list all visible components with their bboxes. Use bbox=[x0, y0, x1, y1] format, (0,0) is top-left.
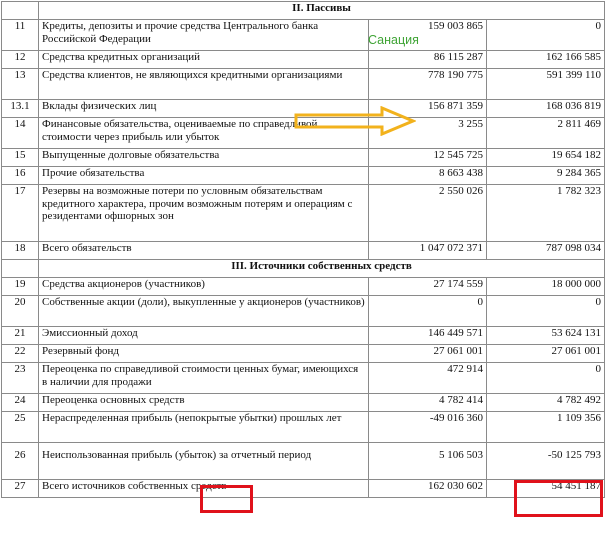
table-row bbox=[2, 443, 605, 480]
row-label: Средства клиентов, не являющихся кредитными организациями bbox=[39, 69, 369, 100]
row-number: 27 bbox=[2, 480, 39, 498]
row-label: Вклады физических лиц bbox=[39, 100, 369, 118]
row-label: Эмиссионный доход bbox=[39, 327, 369, 345]
value-current: 2 550 026 bbox=[369, 185, 487, 242]
row-label: Резервы на возможные потери по условным обязательствам кредитного характера, прочим возможным потерям и операциям с резидентами офшорных зон bbox=[39, 185, 369, 242]
highlight-arrow-icon bbox=[294, 106, 416, 136]
table-row bbox=[2, 167, 605, 185]
row-label: Средства акционеров (участников) bbox=[39, 278, 369, 296]
value-previous: 162 166 585 bbox=[487, 51, 605, 69]
row-number: 21 bbox=[2, 327, 39, 345]
value-previous: 591 399 110 bbox=[487, 69, 605, 100]
row-number: 14 bbox=[2, 118, 39, 149]
row-label: Нераспределенная прибыль (непокрытые убытки) прошлых лет bbox=[39, 412, 369, 443]
value-previous: 54 451 187 bbox=[487, 480, 605, 498]
value-current: 4 782 414 bbox=[369, 394, 487, 412]
row-number: 18 bbox=[2, 242, 39, 260]
section-title-liabilities: II. Пассивы bbox=[39, 2, 605, 20]
row-number: 22 bbox=[2, 345, 39, 363]
value-previous: 0 bbox=[487, 363, 605, 394]
table-row bbox=[2, 412, 605, 443]
row-number: 16 bbox=[2, 167, 39, 185]
value-previous: 1 782 323 bbox=[487, 185, 605, 242]
value-current: 3 255 bbox=[369, 118, 487, 149]
value-current: 162 030 602 bbox=[369, 480, 487, 498]
value-current: 778 190 775 bbox=[369, 69, 487, 100]
row-label: Выпущенные долговые обязательства bbox=[39, 149, 369, 167]
value-previous: 9 284 365 bbox=[487, 167, 605, 185]
table-row bbox=[2, 69, 605, 100]
table-row bbox=[2, 363, 605, 394]
value-current: 8 663 438 bbox=[369, 167, 487, 185]
row-label: Прочие обязательства bbox=[39, 167, 369, 185]
balance-sheet-table bbox=[1, 1, 605, 498]
value-current: -49 016 360 bbox=[369, 412, 487, 443]
row-label: Переоценка основных средств bbox=[39, 394, 369, 412]
table-row bbox=[2, 278, 605, 296]
value-current: 159 003 865 bbox=[369, 20, 487, 51]
row-number: 26 bbox=[2, 443, 39, 480]
row-number: 15 bbox=[2, 149, 39, 167]
section-title-equity: III. Источники собственных средств bbox=[39, 260, 605, 278]
value-current: 1 047 072 371 bbox=[369, 242, 487, 260]
loss-value-highlight-box bbox=[514, 480, 603, 517]
section-header-row bbox=[2, 260, 605, 278]
value-current: 0 bbox=[369, 296, 487, 327]
row-number: 17 bbox=[2, 185, 39, 242]
value-current: 146 449 571 bbox=[369, 327, 487, 345]
value-current: 27 174 559 bbox=[369, 278, 487, 296]
section-header-row bbox=[2, 2, 605, 20]
row-number: 13.1 bbox=[2, 100, 39, 118]
table-row bbox=[2, 20, 605, 51]
value-previous: 1 109 356 bbox=[487, 412, 605, 443]
row-number: 13 bbox=[2, 69, 39, 100]
row-number: 25 bbox=[2, 412, 39, 443]
row-label: Кредиты, депозиты и прочие средства Центрального банка Российской Федерации bbox=[39, 20, 369, 51]
value-current: 27 061 001 bbox=[369, 345, 487, 363]
value-previous: 0 bbox=[487, 296, 605, 327]
table-row bbox=[2, 242, 605, 260]
value-previous: 53 624 131 bbox=[487, 327, 605, 345]
value-previous: 19 654 182 bbox=[487, 149, 605, 167]
row-label: Средства кредитных организаций bbox=[39, 51, 369, 69]
value-previous: 168 036 819 bbox=[487, 100, 605, 118]
table-row bbox=[2, 149, 605, 167]
value-previous: -50 125 793 bbox=[487, 443, 605, 480]
row-label: Неиспользованная прибыль (убыток) за отчетный период bbox=[39, 443, 369, 480]
table-row bbox=[2, 394, 605, 412]
sanacia-note: Санация bbox=[368, 33, 419, 47]
table-row bbox=[2, 327, 605, 345]
value-previous: 787 098 034 bbox=[487, 242, 605, 260]
table-row bbox=[2, 51, 605, 69]
row-number: 23 bbox=[2, 363, 39, 394]
value-previous: 27 061 001 bbox=[487, 345, 605, 363]
row-number: 11 bbox=[2, 20, 39, 51]
row-number: 19 bbox=[2, 278, 39, 296]
value-previous: 0 bbox=[487, 20, 605, 51]
loss-word-highlight-box bbox=[200, 485, 253, 513]
value-current: 472 914 bbox=[369, 363, 487, 394]
table-row bbox=[2, 296, 605, 327]
row-label: Всего обязательств bbox=[39, 242, 369, 260]
row-label: Всего источников собственных средств bbox=[39, 480, 369, 498]
value-current: 86 115 287 bbox=[369, 51, 487, 69]
table-row bbox=[2, 185, 605, 242]
row-label: Резервный фонд bbox=[39, 345, 369, 363]
row-label: Собственные акции (доли), выкупленные у акционеров (участников) bbox=[39, 296, 369, 327]
row-number: 12 bbox=[2, 51, 39, 69]
value-current: 5 106 503 bbox=[369, 443, 487, 480]
value-previous: 2 811 469 bbox=[487, 118, 605, 149]
table-row bbox=[2, 345, 605, 363]
value-current: 156 871 359 bbox=[369, 100, 487, 118]
value-current: 12 545 725 bbox=[369, 149, 487, 167]
value-previous: 18 000 000 bbox=[487, 278, 605, 296]
row-label: Переоценка по справедливой стоимости ценных бумаг, имеющихся в наличии для продажи bbox=[39, 363, 369, 394]
row-label: Финансовые обязательства, оцениваемые по справедливой стоимости через прибыль или убыток bbox=[39, 118, 369, 149]
value-previous: 4 782 492 bbox=[487, 394, 605, 412]
row-number: 20 bbox=[2, 296, 39, 327]
row-number: 24 bbox=[2, 394, 39, 412]
